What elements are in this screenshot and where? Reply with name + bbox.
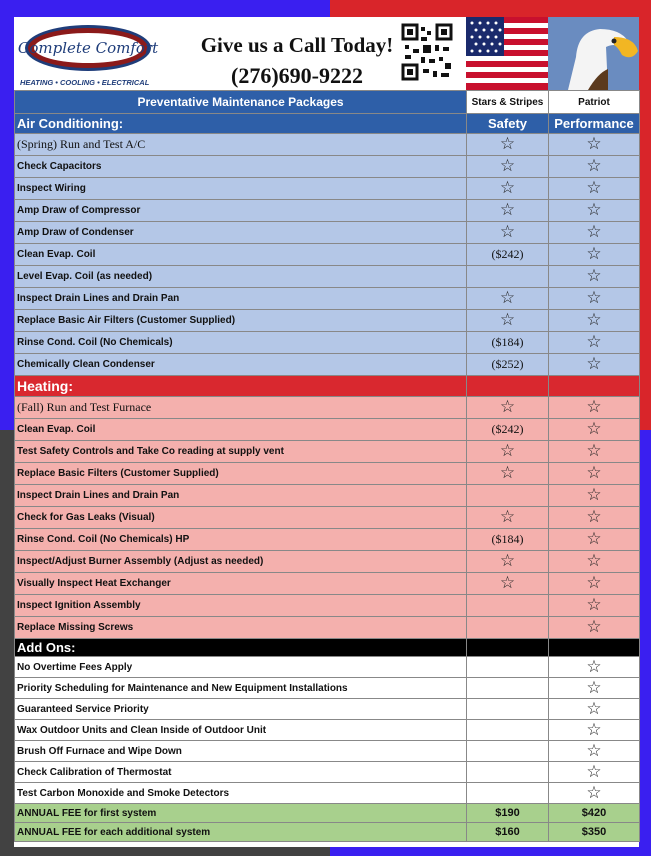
company-logo: [17, 21, 165, 91]
row-label-text: Brush Off Furnace and Wipe Down: [17, 745, 182, 757]
patriot-cell: [549, 699, 640, 720]
stars-stripes-cell: [467, 507, 549, 529]
patriot-cell: [549, 397, 640, 419]
row-label-text: Replace Missing Screws: [17, 622, 134, 633]
stars-stripes-cell: [467, 288, 549, 310]
patriot-cell: [549, 783, 640, 804]
row-label: [15, 419, 467, 441]
row-label-text: Clean Evap. Coil: [17, 424, 96, 435]
patriot-cell: [549, 178, 640, 200]
table-row: [15, 222, 640, 244]
heating-rows: [15, 397, 640, 639]
row-label: [15, 823, 467, 842]
star-icon: ☆: [586, 656, 602, 677]
row-label: [15, 244, 467, 266]
table-header-row: [15, 91, 640, 114]
stars-stripes-cell: [467, 134, 549, 156]
row-label: [15, 720, 467, 741]
table-row: [15, 551, 640, 573]
section-title-ac: Air Conditioning:: [15, 114, 467, 134]
patriot-cell: [549, 244, 640, 266]
stars-stripes-cell: [467, 617, 549, 639]
table-row: [15, 507, 640, 529]
stars-stripes-cell: [467, 529, 549, 551]
section-title-heating: Heating:: [15, 376, 467, 397]
table-row: [15, 200, 640, 222]
call-text: Give us a Call Today!: [200, 33, 394, 57]
row-label: [15, 156, 467, 178]
row-label: [15, 741, 467, 762]
row-label: [15, 222, 467, 244]
table-row: [15, 310, 640, 332]
stars-stripes-cell: [467, 156, 549, 178]
logo-name: Complete Comfort: [17, 39, 159, 57]
table-row: [15, 419, 640, 441]
row-label-text: Inspect Wiring: [17, 183, 86, 194]
patriot-cell: [549, 823, 640, 842]
row-label: [15, 804, 467, 823]
phone-number: (276)690-9222: [231, 63, 363, 88]
row-label-text: Visually Inspect Heat Exchanger: [17, 578, 171, 589]
table-row: [15, 244, 640, 266]
star-icon: ☆: [586, 419, 602, 439]
add-on-price: ($184): [491, 532, 524, 546]
star-icon: ☆: [586, 441, 602, 461]
patriot-cell: [549, 595, 640, 617]
star-icon: ☆: [586, 244, 602, 264]
section-header-ac: [15, 114, 640, 134]
row-label-text: Test Safety Controls and Take Co reading at supply vent: [17, 446, 284, 457]
stars-stripes-cell: [467, 397, 549, 419]
patriot-cell: [549, 720, 640, 741]
fee-value: $350: [581, 826, 607, 838]
table-row: [15, 332, 640, 354]
table-row: [15, 573, 640, 595]
table-row: [15, 463, 640, 485]
stars-stripes-cell: [467, 551, 549, 573]
row-label-text: Inspect Ignition Assembly: [17, 600, 141, 611]
row-label: [15, 485, 467, 507]
row-label: [15, 310, 467, 332]
stars-stripes-cell: [467, 332, 549, 354]
row-label-text: Chemically Clean Condenser: [17, 359, 155, 370]
row-label-text: Replace Basic Air Filters (Customer Supplied): [17, 315, 236, 326]
stars-stripes-cell: [467, 678, 549, 699]
stars-stripes-cell: [467, 741, 549, 762]
star-icon: ☆: [499, 178, 516, 198]
fee-row: [15, 823, 640, 842]
patriot-cell: [549, 529, 640, 551]
patriot-cell: [549, 200, 640, 222]
table-row: [15, 595, 640, 617]
star-icon: ☆: [586, 529, 602, 549]
stars-stripes-cell: [467, 463, 549, 485]
star-icon: ☆: [586, 551, 602, 571]
star-icon: ☆: [586, 719, 602, 740]
add-on-price: ($184): [491, 335, 524, 349]
patriot-cell: [549, 551, 640, 573]
table-row: [15, 678, 640, 699]
row-label-text: Inspect Drain Lines and Drain Pan: [17, 293, 180, 304]
row-label-text: Check Capacitors: [17, 161, 102, 172]
bald-eagle-icon: [548, 17, 639, 90]
star-icon: ☆: [499, 441, 516, 461]
row-label-text: ANNUAL FEE for each additional system: [17, 826, 211, 838]
star-icon: ☆: [499, 310, 516, 330]
patriot-cell: [549, 804, 640, 823]
stars-stripes-cell: [467, 699, 549, 720]
fee-value: $190: [495, 807, 520, 819]
add-on-rows: [15, 657, 640, 804]
row-label-text: Rinse Cond. Coil (No Chemicals): [17, 337, 173, 348]
patriot-cell: [549, 156, 640, 178]
stars-stripes-cell: [467, 720, 549, 741]
stars-stripes-cell: [467, 419, 549, 441]
stars-stripes-cell: [467, 823, 549, 842]
row-label: [15, 573, 467, 595]
column-header-patriot: Patriot: [549, 91, 640, 114]
header: [14, 17, 639, 90]
row-label-text: Rinse Cond. Coil (No Chemicals) HP: [17, 534, 190, 545]
stars-stripes-cell: [467, 441, 549, 463]
star-icon: ☆: [586, 134, 602, 154]
table-row: [15, 485, 640, 507]
stars-stripes-cell: [467, 783, 549, 804]
star-icon: ☆: [499, 573, 516, 593]
patriot-cell: [549, 332, 640, 354]
stars-stripes-cell: [467, 266, 549, 288]
table-row: [15, 617, 640, 639]
star-icon: ☆: [586, 222, 602, 242]
add-on-price: (Spring) Run and Test A/C: [17, 137, 146, 151]
patriot-cell: [549, 463, 640, 485]
row-label-text: Inspect/Adjust Burner Assembly (Adjust as needed): [17, 556, 264, 567]
star-icon: ☆: [586, 573, 602, 593]
row-label: [15, 617, 467, 639]
stars-stripes-cell: [467, 200, 549, 222]
patriot-cell: [549, 354, 640, 376]
star-icon: ☆: [586, 677, 602, 698]
patriot-cell: [549, 678, 640, 699]
add-on-price: ($242): [491, 247, 524, 261]
patriot-cell: [549, 266, 640, 288]
stars-stripes-cell: [467, 657, 549, 678]
star-icon: ☆: [499, 551, 516, 571]
add-on-price: ($242): [491, 422, 524, 436]
american-flag-icon: [466, 17, 548, 90]
maintenance-table: [14, 90, 640, 842]
patriot-cell: [549, 657, 640, 678]
table-row: [15, 762, 640, 783]
star-icon: ☆: [499, 288, 516, 308]
row-label: [15, 200, 467, 222]
fee-rows: [15, 804, 640, 842]
table-row: [15, 657, 640, 678]
table-row: [15, 783, 640, 804]
table-row: [15, 288, 640, 310]
row-label-text: ANNUAL FEE for first system: [17, 807, 157, 819]
star-icon: ☆: [586, 178, 602, 198]
star-icon: ☆: [586, 485, 602, 505]
row-label: [15, 288, 467, 310]
star-icon: ☆: [586, 397, 602, 417]
table-row: [15, 397, 640, 419]
table-row: [15, 266, 640, 288]
patriot-cell: [549, 617, 640, 639]
stars-stripes-cell: [467, 573, 549, 595]
stars-stripes-cell: [467, 244, 549, 266]
row-label-text: Amp Draw of Compressor: [17, 205, 141, 216]
star-icon: ☆: [499, 463, 516, 483]
star-icon: ☆: [499, 200, 516, 220]
row-label: [15, 178, 467, 200]
row-label: [15, 783, 467, 804]
logo-oval: [17, 25, 159, 71]
row-label-text: Test Carbon Monoxide and Smoke Detectors: [17, 787, 230, 799]
stars-stripes-cell: [467, 485, 549, 507]
patriot-cell: [549, 310, 640, 332]
row-label: [15, 441, 467, 463]
star-icon: ☆: [499, 397, 516, 417]
row-label: [15, 762, 467, 783]
row-label: [15, 397, 467, 419]
patriot-cell: [549, 741, 640, 762]
patriot-cell: [549, 507, 640, 529]
stars-stripes-cell: [467, 178, 549, 200]
table-row: [15, 134, 640, 156]
row-label: [15, 529, 467, 551]
section-header-add-ons: [15, 639, 640, 657]
star-icon: ☆: [499, 507, 516, 527]
section-header-heating: [15, 376, 640, 397]
row-label-text: Check Calibration of Thermostat: [17, 766, 172, 778]
patriot-cell: [549, 419, 640, 441]
row-label: [15, 266, 467, 288]
column-header-stars-stripes: Stars & Stripes: [467, 91, 549, 114]
table-row: [15, 156, 640, 178]
row-label: [15, 134, 467, 156]
star-icon: ☆: [586, 310, 602, 330]
patriot-cell: [549, 762, 640, 783]
table-row: [15, 699, 640, 720]
qr-code-icon: [401, 23, 453, 81]
row-label-text: Replace Basic Filters (Customer Supplied): [17, 468, 219, 479]
star-icon: ☆: [586, 200, 602, 220]
star-icon: ☆: [586, 266, 602, 286]
row-label-text: Guaranteed Service Priority: [17, 703, 149, 715]
ac-rows: [15, 134, 640, 376]
stars-stripes-cell: [467, 354, 549, 376]
star-icon: ☆: [499, 134, 516, 154]
row-label: [15, 657, 467, 678]
row-label: [15, 332, 467, 354]
price-sheet: [14, 17, 639, 847]
fee-row: [15, 804, 640, 823]
row-label: [15, 507, 467, 529]
star-icon: ☆: [586, 698, 602, 719]
row-label-text: Clean Evap. Coil: [17, 249, 96, 260]
stars-stripes-cell: [467, 804, 549, 823]
star-icon: ☆: [586, 463, 602, 483]
star-icon: ☆: [586, 740, 602, 761]
stars-stripes-cell: [467, 310, 549, 332]
add-on-price: ($252): [491, 357, 524, 371]
table-row: [15, 354, 640, 376]
star-icon: ☆: [586, 507, 602, 527]
patriot-cell: [549, 222, 640, 244]
fee-value: $160: [495, 826, 520, 838]
row-label-text: Wax Outdoor Units and Clean Inside of Outdoor Unit: [17, 724, 267, 736]
star-icon: ☆: [586, 288, 602, 308]
stars-stripes-cell: [467, 222, 549, 244]
star-icon: ☆: [586, 332, 602, 352]
star-icon: ☆: [586, 761, 602, 782]
patriot-cell: [549, 134, 640, 156]
row-label-text: Priority Scheduling for Maintenance and New Equipment Installations: [17, 682, 348, 694]
column-subtitle-safety: Safety: [467, 114, 549, 134]
stars-stripes-cell: [467, 595, 549, 617]
table-row: [15, 178, 640, 200]
table-title: Preventative Maintenance Packages: [15, 91, 467, 114]
table-row: [15, 720, 640, 741]
row-label: [15, 595, 467, 617]
row-label-text: Amp Draw of Condenser: [17, 227, 134, 238]
star-icon: ☆: [586, 782, 602, 803]
table-row: [15, 441, 640, 463]
stars-stripes-cell: [467, 762, 549, 783]
star-icon: ☆: [499, 156, 516, 176]
star-icon: ☆: [499, 222, 516, 242]
section-title-add-ons: Add Ons:: [15, 639, 467, 657]
fee-value: $420: [581, 807, 607, 819]
logo-tagline: HEATING • COOLING • ELECTRICAL: [20, 78, 150, 87]
row-label: [15, 463, 467, 485]
column-subtitle-performance: Performance: [549, 114, 640, 134]
row-label: [15, 699, 467, 720]
star-icon: ☆: [586, 156, 602, 176]
add-on-price: (Fall) Run and Test Furnace: [17, 400, 152, 414]
table-row: [15, 529, 640, 551]
row-label: [15, 551, 467, 573]
row-label-text: Level Evap. Coil (as needed): [17, 271, 153, 282]
star-icon: ☆: [586, 617, 602, 637]
patriot-cell: [549, 441, 640, 463]
row-label-text: Inspect Drain Lines and Drain Pan: [17, 490, 180, 501]
row-label-text: Check for Gas Leaks (Visual): [17, 512, 155, 523]
row-label-text: No Overtime Fees Apply: [17, 661, 133, 673]
row-label: [15, 678, 467, 699]
patriot-cell: [549, 288, 640, 310]
star-icon: ☆: [586, 354, 602, 374]
star-icon: ☆: [586, 595, 602, 615]
patriot-cell: [549, 485, 640, 507]
row-label: [15, 354, 467, 376]
table-row: [15, 741, 640, 762]
patriot-cell: [549, 573, 640, 595]
